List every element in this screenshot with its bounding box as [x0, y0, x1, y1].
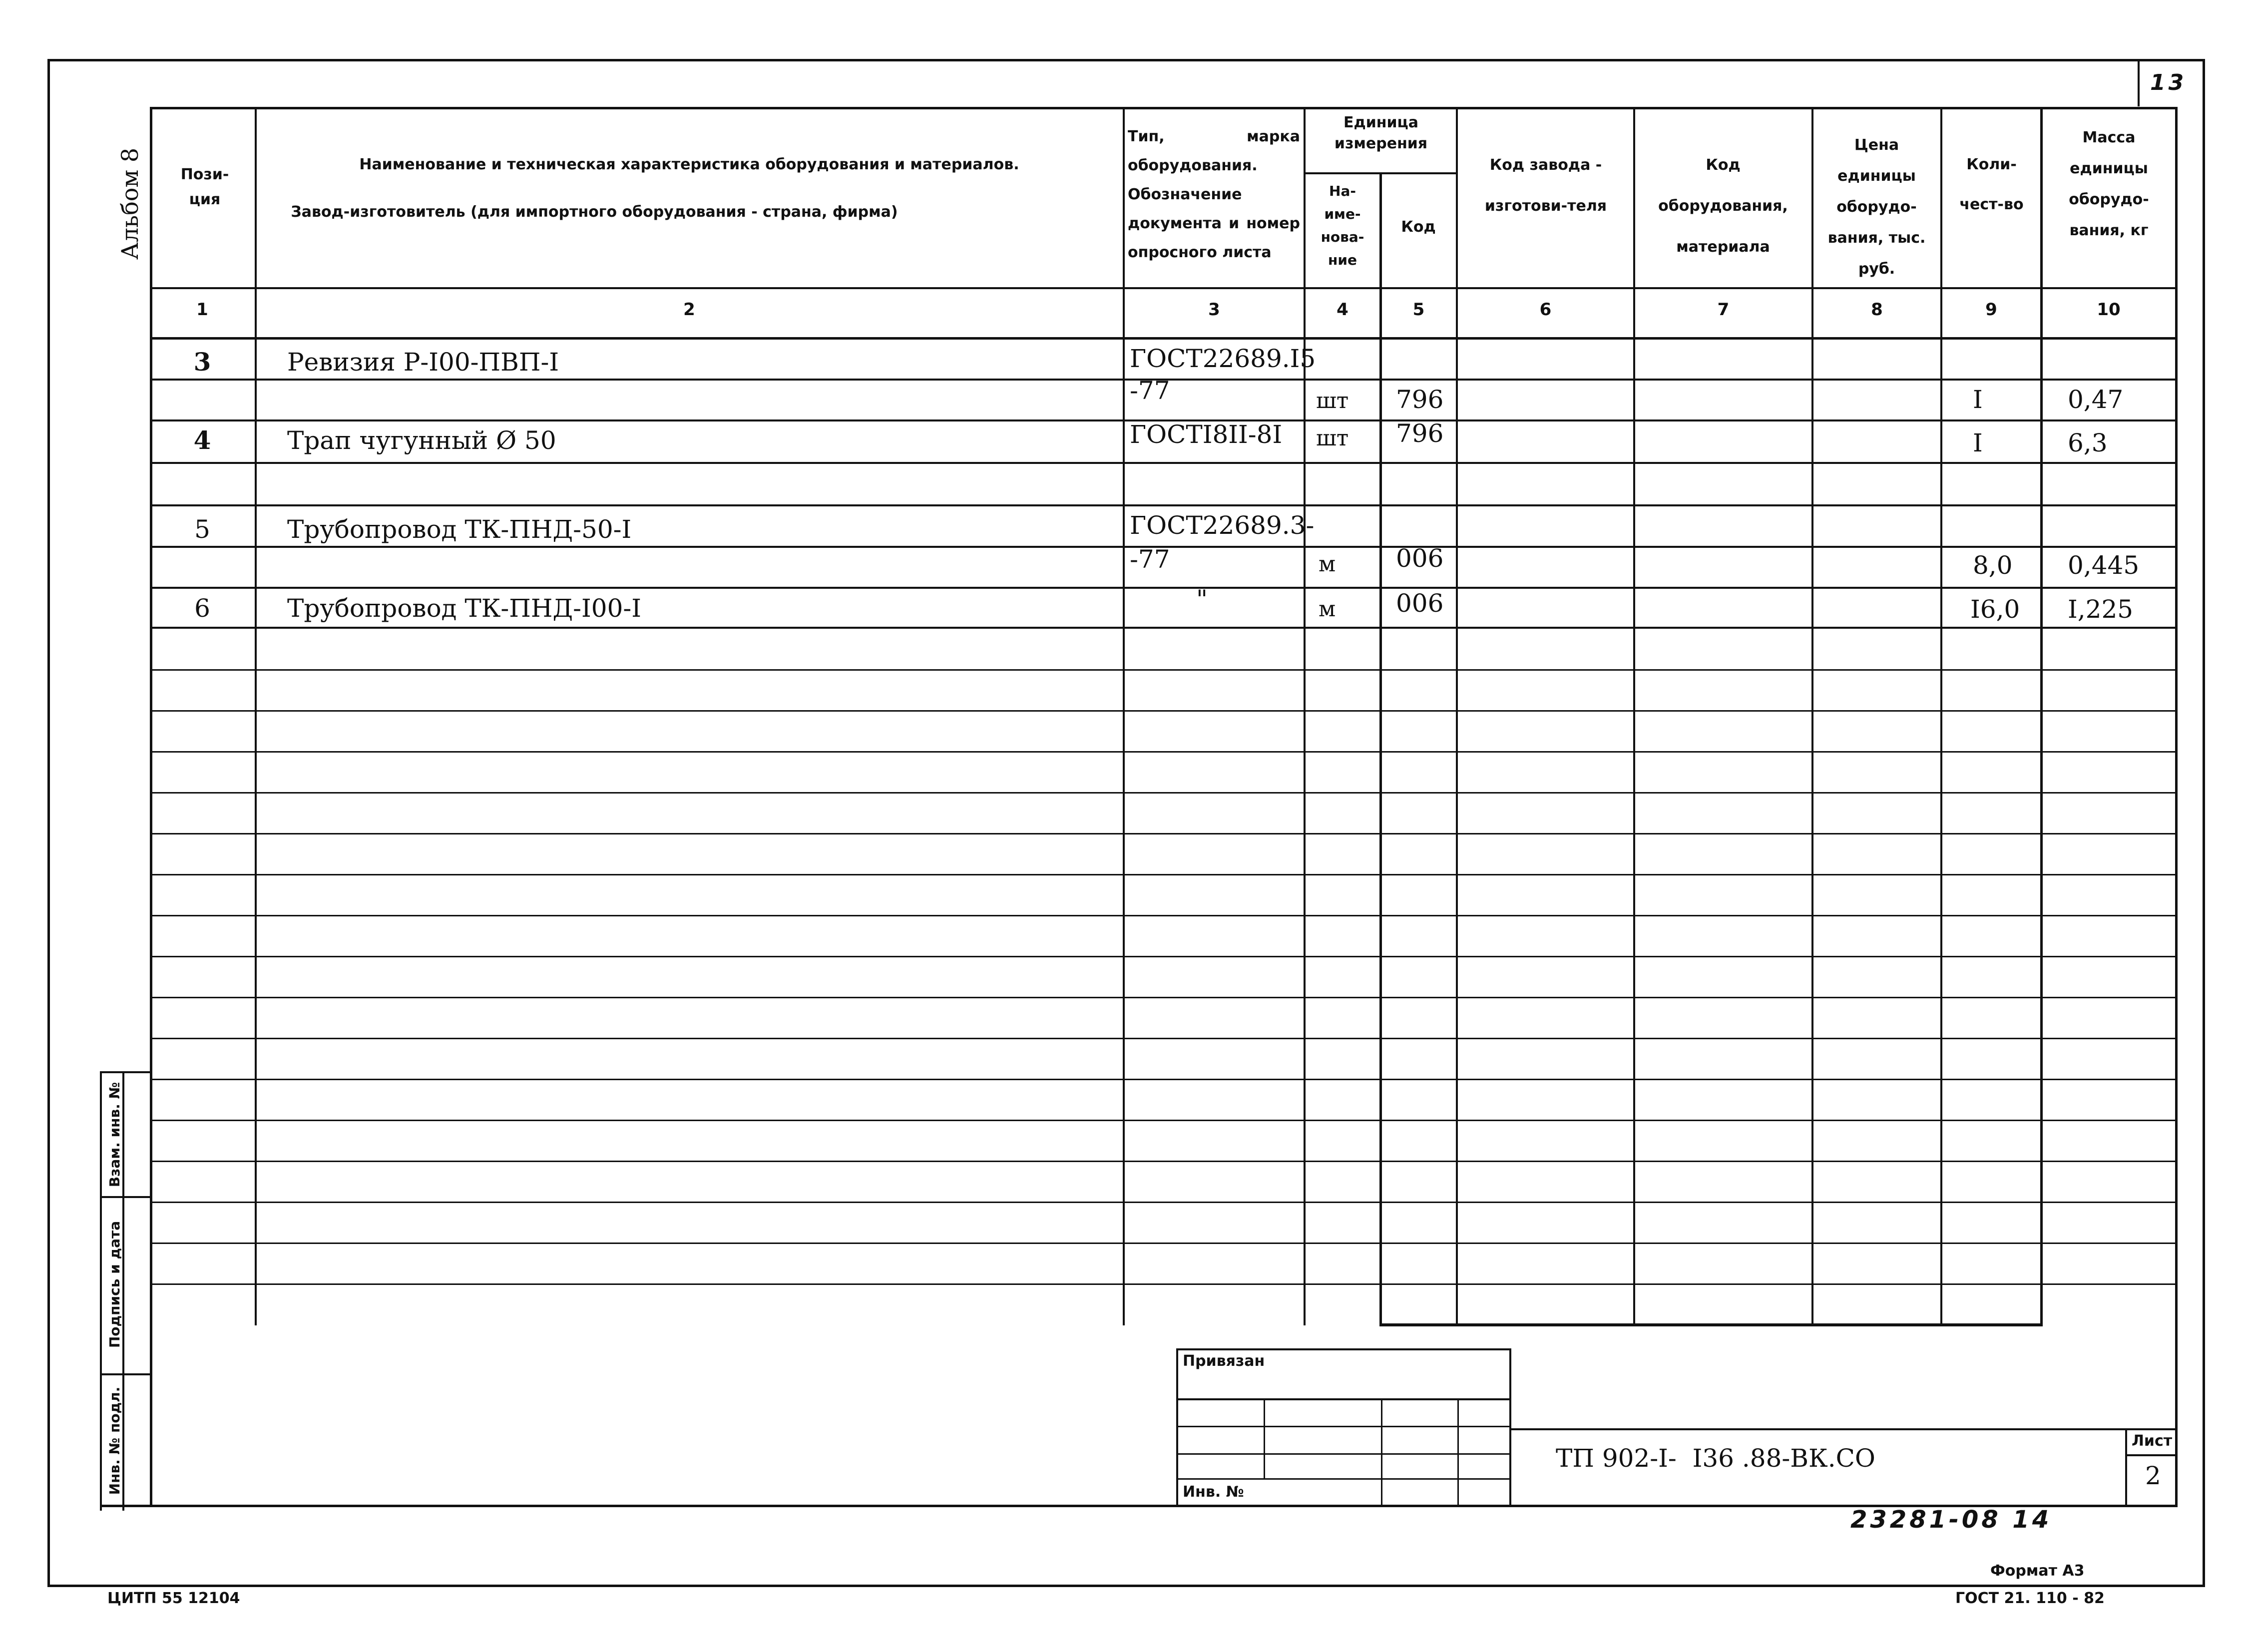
doc-code: ТП 902-I- I36 .88-ВК.СО — [1556, 1444, 1875, 1473]
colnum-4: 4 — [1337, 300, 1348, 320]
col-div-5 — [1456, 107, 1458, 1325]
row6-unit: м — [1319, 551, 1336, 577]
colnum-bottom — [150, 337, 2178, 340]
header-type: Тип, марка оборудования. Обозначение документа и номер опросного листа — [1128, 128, 1300, 261]
bottom-left-code: ЦИТП 55 12104 — [107, 1590, 240, 1607]
col-div-2 — [1123, 107, 1125, 1325]
side-stamp-left — [100, 1071, 102, 1511]
outer-frame-right — [2203, 59, 2205, 1587]
row-line — [150, 997, 2178, 998]
bracket-bottom — [1379, 1323, 2043, 1326]
row6-qty: 8,0 — [1973, 551, 2013, 580]
doc-block-top — [1509, 1428, 2178, 1430]
row1-pos: 3 — [193, 347, 211, 377]
header-equip-code: Код оборудования, материала — [1658, 156, 1788, 256]
colnum-3: 3 — [1208, 300, 1220, 320]
row7-name: Трубопровод ТК-ПНД-I00-I — [287, 594, 642, 623]
row2-type: -77 — [1130, 376, 1170, 405]
row7-type: " — [1196, 585, 1208, 614]
row-line — [150, 1283, 2178, 1285]
attach-box-row1 — [1176, 1398, 1511, 1400]
row-line — [150, 669, 2178, 671]
sheet-cell-mid — [2125, 1454, 2178, 1456]
attach-box-top — [1176, 1348, 1511, 1350]
inv-label: Инв. № — [1183, 1483, 1244, 1501]
row5-pos: 5 — [194, 515, 210, 544]
row5-name: Трубопровод ТК-ПНД-50-I — [287, 515, 632, 544]
attached-label: Привязан — [1183, 1352, 1265, 1370]
row2-unit: шт — [1316, 388, 1349, 413]
header-price: Цена единицы оборудо-вания, тыс. руб. — [1827, 136, 1926, 278]
sheet-number: 2 — [2145, 1461, 2161, 1490]
row3-pos: 4 — [193, 425, 211, 455]
row-line — [150, 1242, 2178, 1244]
row7-code: 006 — [1396, 589, 1444, 618]
attach-box-col3 — [1457, 1398, 1459, 1506]
col-div-9 — [2040, 107, 2043, 1325]
header-name-line2: Завод-изготовитель (для импортного оборудования - страна, фирма) — [291, 203, 898, 221]
colnum-1: 1 — [196, 300, 208, 320]
colnum-5: 5 — [1412, 300, 1425, 320]
col-div-4 — [1379, 172, 1382, 1326]
row3-code: 796 — [1396, 419, 1444, 448]
col-div-8 — [1940, 107, 1942, 1325]
col-div-7 — [1811, 107, 1813, 1325]
handwritten-number: 23281-08 14 — [1850, 1506, 2052, 1534]
header-qty: Коли-чест-во — [1959, 156, 2024, 213]
header-factory: Код завода - изготови-теля — [1484, 156, 1607, 215]
header-unit-name: На- име- нова- ние — [1321, 183, 1364, 268]
row7-mass: I,225 — [2068, 595, 2134, 624]
row-line — [150, 833, 2178, 834]
row-line — [150, 587, 2178, 589]
sheet-label: Лист — [2132, 1432, 2173, 1450]
row3-unit: шт — [1316, 425, 1349, 451]
colnum-9: 9 — [1985, 300, 1997, 320]
colnum-8: 8 — [1871, 300, 1883, 320]
row-line — [150, 956, 2178, 957]
row-line — [150, 751, 2178, 753]
sheet-cell-left — [2125, 1428, 2127, 1506]
row3-qty: I — [1973, 428, 1983, 457]
colnum-7: 7 — [1717, 300, 1730, 320]
row-line — [150, 710, 2178, 712]
table-top — [150, 107, 2178, 109]
row1-type: ГОСТ22689.I5 — [1130, 344, 1316, 373]
colnum-10: 10 — [2097, 300, 2121, 320]
row2-mass: 0,47 — [2068, 385, 2124, 414]
colnum-6: 6 — [1539, 300, 1552, 320]
attach-box-row3 — [1176, 1453, 1511, 1455]
side-sign-date: Подпись и дата — [106, 1221, 123, 1348]
gost-label: ГОСТ 21. 110 - 82 — [1955, 1590, 2105, 1607]
attach-box-row2 — [1176, 1426, 1511, 1427]
row-line — [150, 627, 2178, 629]
header-name-line1: Наименование и техническая характеристика оборудования и материалов. — [359, 156, 1019, 173]
header-bottom — [150, 287, 2178, 289]
header-unit: Единица измерения — [1334, 114, 1428, 152]
row3-name: Трап чугунный Ø 50 — [287, 426, 556, 455]
row-line — [150, 504, 2178, 506]
col-div-3 — [1304, 107, 1306, 1325]
attach-box-row4 — [1176, 1478, 1511, 1480]
row6-mass: 0,445 — [2068, 551, 2140, 580]
col-div-1 — [255, 107, 257, 1325]
row-line — [150, 462, 2178, 464]
row-line — [150, 874, 2178, 875]
row2-code: 796 — [1396, 385, 1444, 414]
row7-qty: I6,0 — [1970, 595, 2020, 624]
side-inv-zam: Взам. инв. № — [106, 1082, 123, 1188]
row2-qty: I — [1973, 385, 1983, 414]
attach-box-col1 — [1264, 1398, 1265, 1478]
row1-name: Ревизия Р-I00-ПВП-I — [287, 348, 559, 377]
row7-unit: м — [1319, 596, 1336, 622]
unit-subheader-line — [1304, 172, 1456, 174]
row-line — [150, 1202, 2178, 1203]
header-mass: Масса единицы оборудо-вания, кг — [2069, 129, 2149, 239]
row-line — [150, 1038, 2178, 1039]
album-label: Альбом 8 — [116, 147, 143, 260]
row-line — [150, 915, 2178, 916]
row-line — [150, 1161, 2178, 1162]
row-line — [150, 792, 2178, 794]
outer-frame-top — [47, 59, 2205, 61]
colnum-2: 2 — [683, 300, 695, 320]
outer-frame-left — [47, 59, 50, 1587]
row-line — [150, 1079, 2178, 1080]
attach-box-col2 — [1381, 1398, 1382, 1506]
outer-frame-bottom — [47, 1585, 2205, 1587]
row6-code: 006 — [1396, 544, 1444, 573]
side-inv-podl: Инв. № подл. — [106, 1386, 123, 1495]
sheet-mark: 13 — [2150, 70, 2187, 95]
row-line — [150, 1120, 2178, 1121]
row5-type: ГОСТ22689.3- — [1130, 511, 1315, 540]
row3-type: ГОСТI8II-8I — [1130, 420, 1283, 449]
row3-mass: 6,3 — [2068, 428, 2108, 457]
row7-pos: 6 — [194, 594, 210, 623]
col-div-6 — [1633, 107, 1635, 1325]
row6-type: -77 — [1130, 545, 1170, 574]
header-unit-code: Код — [1401, 218, 1436, 236]
header-pos: Пози- ция — [180, 166, 229, 208]
format-label: Формат А3 — [1990, 1562, 2085, 1580]
sheet-mark-box-left — [2138, 59, 2140, 106]
